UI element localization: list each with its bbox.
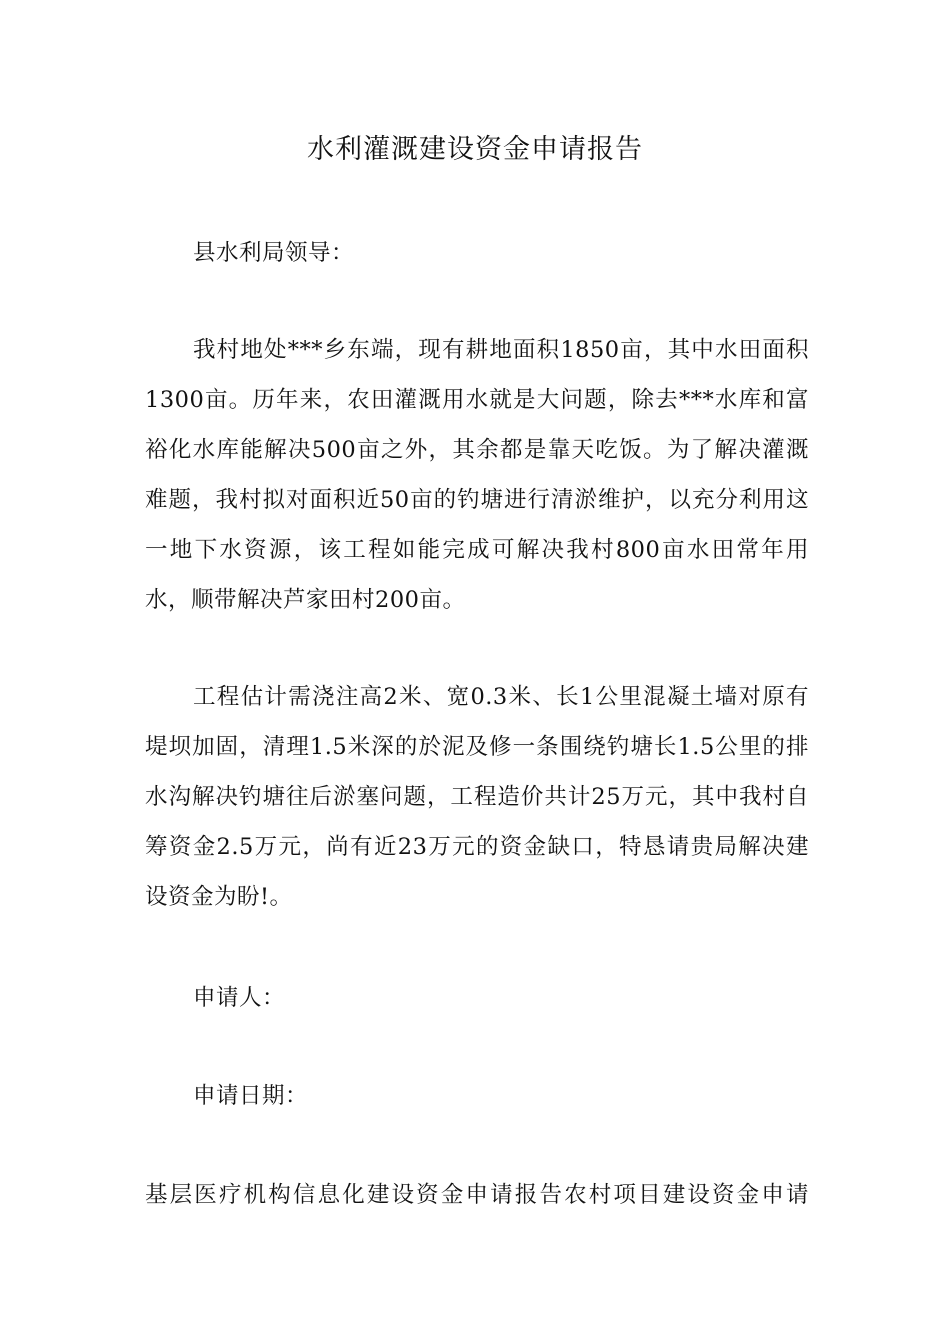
body-paragraph-2: 工程估计需浇注高2米、宽0.3米、长1公里混凝土墙对原有堤坝加固，清理1.5米深的於泥及修一条围绕钓塘长1.5公里的排水沟解决钓塘往后淤塞问题，工程造价共计25万元，其中我村自筹资金2.5万元，尚有近23万元的资金缺口，特恳请贵局解决建设资金为盼!。 bbox=[145, 684, 809, 910]
document-title: 水利灌溉建设资金申请报告 bbox=[307, 134, 643, 165]
application-date-label: 申请日期： bbox=[193, 1083, 309, 1109]
body-paragraph-1: 我村地处***乡东端，现有耕地面积1850亩，其中水田面积1300亩。历年来，农田灌溉用水就是大问题，除去***水库和富裕化水库能解决500亩之外，其余都是靠天吃饭。为了解决灌溉难题，我村拟对面积近50亩的钓塘进行清淤维护，以充分利用这一地下水资源，该工程如能完成可解决我村800亩水田常年用水，顺带解决芦家田村200亩。 bbox=[145, 337, 809, 613]
related-documents-text: 基层医疗机构信息化建设资金申请报告农村项目建设资金申请 bbox=[145, 1182, 809, 1208]
applicant-label: 申请人： bbox=[193, 985, 286, 1011]
salutation: 县水利局领导： bbox=[193, 240, 355, 266]
